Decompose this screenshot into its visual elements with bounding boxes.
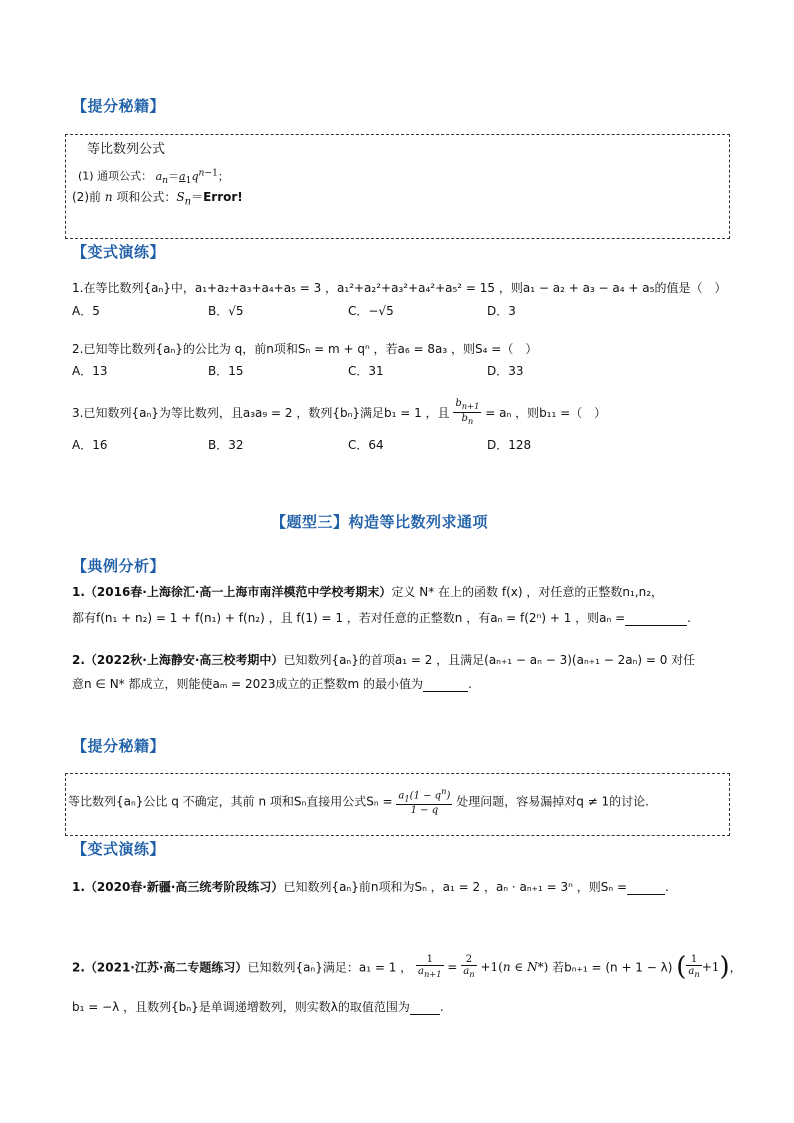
fraction-sum-formula: $\frac{a_1(1 - q^n)}{1 - q}$ — [398, 786, 451, 817]
section-heading-tips-1: 【提分秘籍】 — [72, 97, 166, 115]
section-heading-tips-2: 【提分秘籍】 — [72, 737, 166, 755]
question-3-stem-part: 3.已知数列{aₙ}为等比数列，且a₃a₉ = 2 ，数列{bₙ}满足b₁ = 1 ，且 — [72, 406, 450, 420]
example-2-source: 2.（2022秋·上海静安·高三校考期中） — [72, 653, 284, 667]
example-2-text: 已知数列{aₙ}的首项a₁ = 2 ，且满足(aₙ₊₁ − aₙ − 3)(aₙ₊₁ − 2aₙ) = 0 对任 — [283, 653, 696, 667]
variation-2-text: 若bₙ₊₁ = (n + 1 − λ) — [552, 960, 673, 975]
topic-3-heading: 【题型三】构造等比数列求通项 — [271, 513, 489, 531]
variation-2-text: 已知数列{aₙ}满足：a₁ = 1 ， — [247, 960, 413, 975]
question-1-option-b: B．√5 — [208, 304, 244, 318]
section-heading-variation-1: 【变式演练】 — [72, 243, 166, 261]
example-1-line-2: 都有f(n₁ + n₂) = 1 + f(n₁) + f(n₂) ，且 f(1) = 1 ，若对任意的正整数n ，有aₙ = f(2ⁿ) + 1 ，则aₙ = . — [72, 611, 691, 625]
formula-label: 项和公式： — [116, 190, 177, 204]
variation-2-source: 2.（2021·江苏·高二专题练习） — [72, 960, 248, 975]
question-2-option-c: C．31 — [348, 364, 384, 378]
example-2-line-2: 意n ∈ N* 都成立，则能使aₘ = 2023成立的正整数m 的最小值为 . — [72, 677, 472, 691]
fraction-one-over-a: $\frac{1}{a_n}$ — [688, 954, 700, 979]
question-2-option-d: D．33 — [487, 364, 524, 378]
variation-2-text: b₁ = −λ ，且数列{bₙ}是单调递增数列，则实数λ的取值范围为 — [72, 1000, 410, 1014]
answer-blank[interactable] — [410, 1002, 440, 1015]
formula-label: (1) 通项公式： — [78, 169, 153, 183]
example-1-line-1 — [72, 583, 663, 600]
question-1-option-c: C．−√5 — [348, 304, 394, 318]
tip-box-2 — [65, 773, 730, 836]
formula-error-text: Error! — [203, 190, 243, 204]
answer-blank[interactable] — [625, 613, 687, 626]
variation-2-line-2: b₁ = −λ ，且数列{bₙ}是单调递增数列，则实数λ的取值范围为 . — [72, 1000, 444, 1014]
example-2-line-1 — [72, 651, 695, 668]
variation-2-line-1: 2.（2021·江苏·高二专题练习）已知数列{aₙ}满足：a₁ = 1 ， $\frac{1}{a_{n+1}}$ = $\frac{2}{a_n}$ +1(n ∈ N*) 若bₙ₊₁ = (n + 1 − λ) ( $\frac{1}{a_n}$ +1)， — [72, 952, 742, 982]
variation-1-source: 1.（2020春·新疆·高三统考阶段练习） — [72, 880, 284, 894]
tip-box-2-text-part: 处理问题，容易漏掉对q ≠ 1的讨论. — [456, 794, 649, 809]
question-3-option-b: B．32 — [208, 438, 244, 452]
answer-blank[interactable] — [627, 882, 665, 895]
tip-formula-general-term — [78, 167, 229, 186]
fraction-b-ratio: $\frac{b_{n+1}}{b_n}$ — [455, 398, 480, 426]
question-3-stem-part: = aₙ ，则b₁₁ =（ ） — [485, 406, 607, 420]
question-2-option-a: A．13 — [72, 364, 108, 378]
variation-1: 1.（2020春·新疆·高三统考阶段练习）已知数列{aₙ}前n项和为Sₙ ，a₁ = 2 ，aₙ · aₙ₊₁ = 3ⁿ ，则Sₙ = . — [72, 880, 669, 894]
question-3-option-a: A．16 — [72, 438, 108, 452]
question-2-stem: 2.已知等比数列{aₙ}的公比为 q，前n项和Sₙ = m + qⁿ ，若a₆ = 8a₃ ，则S₄ =（ ） — [72, 342, 538, 356]
example-1-source: 1.（2016春·上海徐汇·高一上海市南洋模范中学校考期末） — [72, 585, 392, 599]
answer-blank[interactable] — [423, 679, 468, 692]
formula-label: (2)前 — [72, 190, 101, 204]
formula-general-term: $a_n=a_1q^{n-1}$； — [155, 167, 229, 186]
fraction-two-over-a: $\frac{2}{a_n}$ — [463, 954, 475, 979]
section-heading-example: 【典例分析】 — [72, 557, 166, 575]
example-2-text: 意n ∈ N* 都成立，则能使aₘ = 2023成立的正整数m 的最小值为 — [72, 677, 424, 691]
question-3-option-c: C．64 — [348, 438, 384, 452]
fraction-one-over-a-next: $\frac{1}{a_{n+1}}$ — [417, 954, 442, 979]
question-2-option-b: B．15 — [208, 364, 244, 378]
tip-box-title: 等比数列公式 — [87, 142, 166, 157]
variation-1-text: 已知数列{aₙ}前n项和为Sₙ ，a₁ = 2 ，aₙ · aₙ₊₁ = 3ⁿ ，则Sₙ = — [283, 880, 627, 894]
tip-formula-sum: (2)前 n 项和公式：$S_n=Error$! — [72, 190, 243, 208]
tip-box-2-text-part: 等比数列{aₙ}公比 q 不确定，其前 n 项和Sₙ直接用公式Sₙ = — [68, 794, 393, 809]
question-3-option-d: D．128 — [487, 438, 532, 452]
section-heading-variation-2: 【变式演练】 — [72, 840, 166, 858]
question-1-stem: 1.在等比数列{aₙ}中，a₁+a₂+a₃+a₄+a₅ = 3 ，a₁²+a₂²+a₃²+a₄²+a₅² = 15 ，则a₁ − a₂ + a₃ − a₄ + a₅的值是（ ） — [72, 281, 727, 295]
example-1-text: 都有f(n₁ + n₂) = 1 + f(n₁) + f(n₂) ，且 f(1) = 1 ，若对任意的正整数n ，有aₙ = f(2ⁿ) + 1 ，则aₙ = — [72, 611, 626, 625]
question-1-option-a: A．5 — [72, 304, 100, 318]
example-1-text: 定义 N* 在上的函数 f(x) ，对任意的正整数n₁,n₂， — [391, 585, 664, 599]
tip-box-2-text — [68, 786, 649, 816]
tip-box-1 — [65, 134, 730, 239]
question-3-stem — [72, 398, 606, 427]
question-1-option-d: D．3 — [487, 304, 516, 318]
